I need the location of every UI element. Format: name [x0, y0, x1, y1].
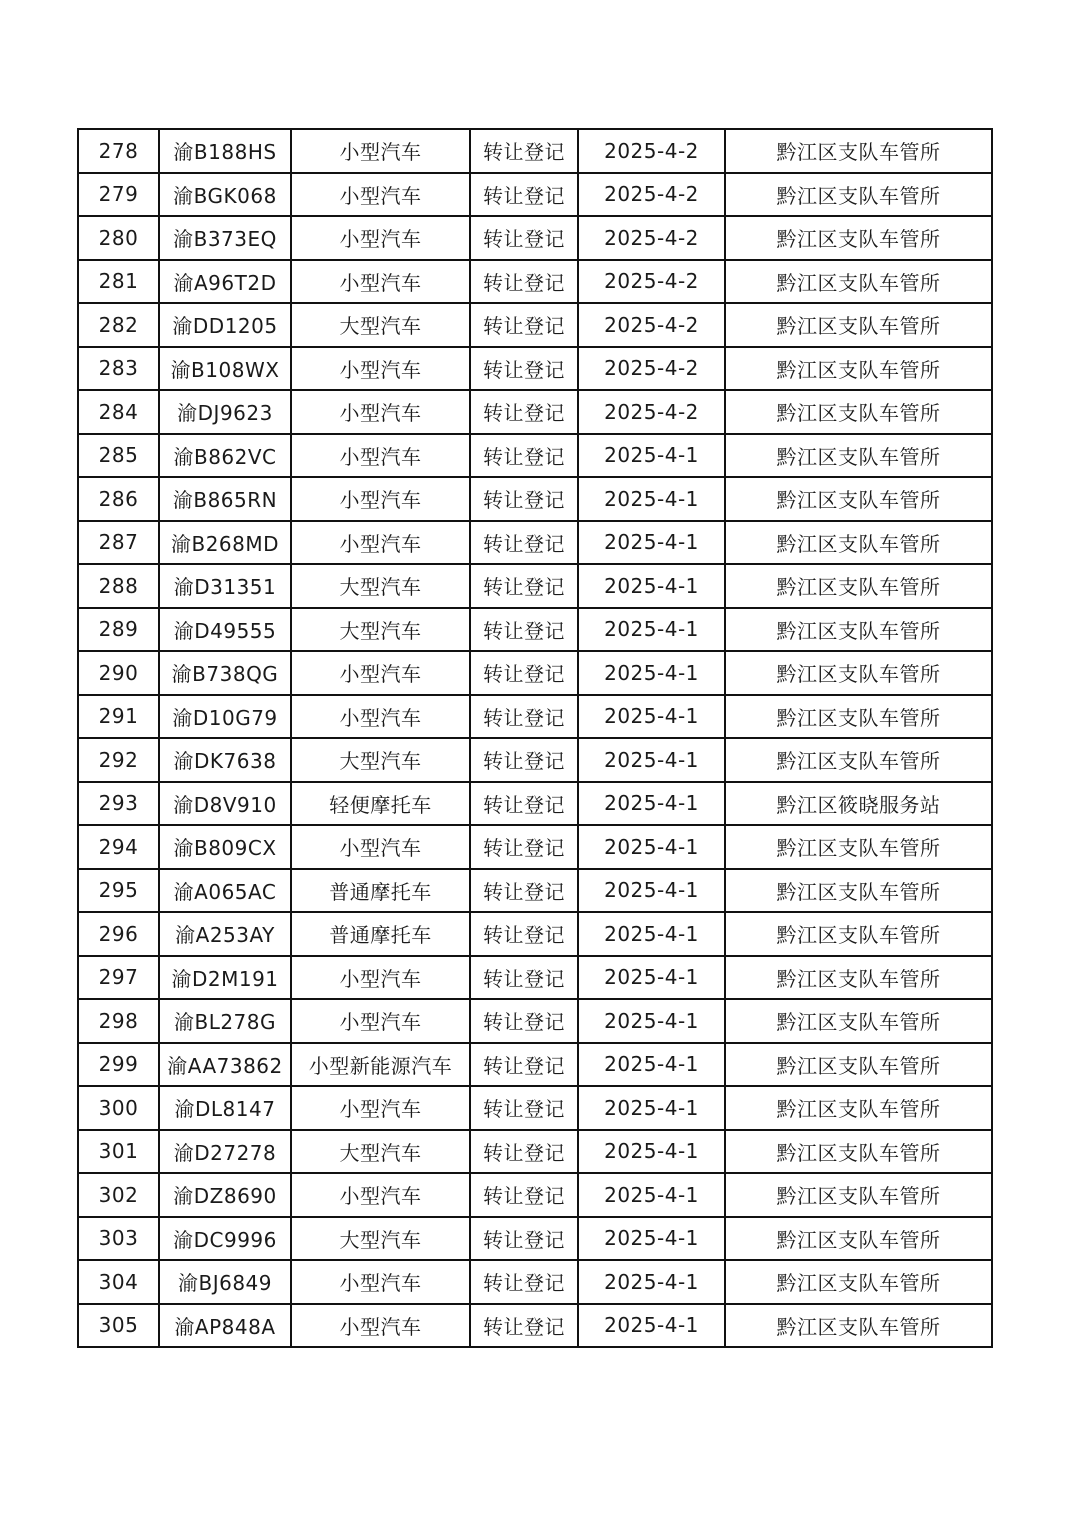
row-number-cell: 286: [78, 477, 159, 521]
row-number-cell: 293: [78, 782, 159, 826]
vehicle-type-cell: 小型新能源汽车: [291, 1043, 470, 1087]
date-cell: 2025-4-1: [578, 1130, 725, 1174]
table-row: [78, 303, 992, 347]
row-number-cell: 299: [78, 1043, 159, 1087]
table-row: [78, 999, 992, 1043]
row-number-cell: 283: [78, 347, 159, 391]
business-type-cell: 转让登记: [470, 390, 578, 434]
vehicle-type-cell: 轻便摩托车: [291, 782, 470, 826]
row-number-cell: 301: [78, 1130, 159, 1174]
table-row: [78, 434, 992, 478]
vehicle-type-cell: 大型汽车: [291, 1217, 470, 1261]
row-number-cell: 304: [78, 1260, 159, 1304]
date-cell: 2025-4-1: [578, 912, 725, 956]
vehicle-type-cell: 小型汽车: [291, 1173, 470, 1217]
table-row: [78, 564, 992, 608]
date-cell: 2025-4-1: [578, 564, 725, 608]
row-number-cell: 280: [78, 216, 159, 260]
date-cell: 2025-4-1: [578, 869, 725, 913]
plate-number-cell: 渝D2M191: [159, 956, 291, 1000]
date-cell: 2025-4-1: [578, 825, 725, 869]
office-cell: 黔江区支队车管所: [725, 651, 992, 695]
plate-number-cell: 渝B108WX: [159, 347, 291, 391]
row-number-cell: 278: [78, 129, 159, 173]
plate-number-cell: 渝B862VC: [159, 434, 291, 478]
business-type-cell: 转让登记: [470, 956, 578, 1000]
vehicle-type-cell: 小型汽车: [291, 1304, 470, 1348]
business-type-cell: 转让登记: [470, 1043, 578, 1087]
vehicle-type-cell: 大型汽车: [291, 608, 470, 652]
date-cell: 2025-4-1: [578, 782, 725, 826]
office-cell: 黔江区支队车管所: [725, 347, 992, 391]
business-type-cell: 转让登记: [470, 477, 578, 521]
office-cell: 黔江区支队车管所: [725, 173, 992, 217]
table-row: [78, 1260, 992, 1304]
office-cell: 黔江区支队车管所: [725, 869, 992, 913]
plate-number-cell: 渝DL8147: [159, 1086, 291, 1130]
row-number-cell: 289: [78, 608, 159, 652]
plate-number-cell: 渝B809CX: [159, 825, 291, 869]
vehicle-type-cell: 小型汽车: [291, 390, 470, 434]
row-number-cell: 302: [78, 1173, 159, 1217]
office-cell: 黔江区支队车管所: [725, 1173, 992, 1217]
vehicle-type-cell: 小型汽车: [291, 477, 470, 521]
plate-number-cell: 渝DD1205: [159, 303, 291, 347]
plate-number-cell: 渝BJ6849: [159, 1260, 291, 1304]
office-cell: 黔江区支队车管所: [725, 477, 992, 521]
office-cell: 黔江区支队车管所: [725, 1260, 992, 1304]
office-cell: 黔江区支队车管所: [725, 1043, 992, 1087]
office-cell: 黔江区支队车管所: [725, 1130, 992, 1174]
business-type-cell: 转让登记: [470, 1260, 578, 1304]
row-number-cell: 279: [78, 173, 159, 217]
row-number-cell: 298: [78, 999, 159, 1043]
plate-number-cell: 渝D10G79: [159, 695, 291, 739]
vehicle-type-cell: 大型汽车: [291, 303, 470, 347]
plate-number-cell: 渝DJ9623: [159, 390, 291, 434]
vehicle-type-cell: 小型汽车: [291, 1086, 470, 1130]
row-number-cell: 300: [78, 1086, 159, 1130]
date-cell: 2025-4-1: [578, 434, 725, 478]
date-cell: 2025-4-1: [578, 1086, 725, 1130]
business-type-cell: 转让登记: [470, 1130, 578, 1174]
table-row: [78, 738, 992, 782]
office-cell: 黔江区支队车管所: [725, 999, 992, 1043]
row-number-cell: 291: [78, 695, 159, 739]
table-row: [78, 912, 992, 956]
row-number-cell: 288: [78, 564, 159, 608]
table-row: [78, 869, 992, 913]
table-row: [78, 1043, 992, 1087]
business-type-cell: 转让登记: [470, 1217, 578, 1261]
business-type-cell: 转让登记: [470, 173, 578, 217]
date-cell: 2025-4-1: [578, 999, 725, 1043]
business-type-cell: 转让登记: [470, 825, 578, 869]
date-cell: 2025-4-1: [578, 1217, 725, 1261]
business-type-cell: 转让登记: [470, 303, 578, 347]
table-row: [78, 347, 992, 391]
date-cell: 2025-4-2: [578, 303, 725, 347]
plate-number-cell: 渝AA73862: [159, 1043, 291, 1087]
plate-number-cell: 渝DK7638: [159, 738, 291, 782]
plate-number-cell: 渝B188HS: [159, 129, 291, 173]
plate-number-cell: 渝A96T2D: [159, 260, 291, 304]
vehicle-type-cell: 小型汽车: [291, 173, 470, 217]
row-number-cell: 305: [78, 1304, 159, 1348]
business-type-cell: 转让登记: [470, 912, 578, 956]
date-cell: 2025-4-1: [578, 1043, 725, 1087]
date-cell: 2025-4-1: [578, 695, 725, 739]
vehicle-type-cell: 小型汽车: [291, 347, 470, 391]
office-cell: 黔江区支队车管所: [725, 825, 992, 869]
office-cell: 黔江区支队车管所: [725, 1304, 992, 1348]
business-type-cell: 转让登记: [470, 1304, 578, 1348]
office-cell: 黔江区支队车管所: [725, 303, 992, 347]
vehicle-type-cell: 小型汽车: [291, 129, 470, 173]
office-cell: 黔江区支队车管所: [725, 564, 992, 608]
row-number-cell: 294: [78, 825, 159, 869]
vehicle-type-cell: 小型汽车: [291, 521, 470, 565]
vehicle-transfer-table: [77, 128, 993, 1348]
plate-number-cell: 渝A065AC: [159, 869, 291, 913]
business-type-cell: 转让登记: [470, 521, 578, 565]
plate-number-cell: 渝BGK068: [159, 173, 291, 217]
date-cell: 2025-4-2: [578, 216, 725, 260]
table-row: [78, 695, 992, 739]
vehicle-type-cell: 普通摩托车: [291, 912, 470, 956]
table-row: [78, 129, 992, 173]
plate-number-cell: 渝B865RN: [159, 477, 291, 521]
vehicle-type-cell: 小型汽车: [291, 825, 470, 869]
plate-number-cell: 渝B373EQ: [159, 216, 291, 260]
row-number-cell: 295: [78, 869, 159, 913]
office-cell: 黔江区筱晓服务站: [725, 782, 992, 826]
office-cell: 黔江区支队车管所: [725, 216, 992, 260]
office-cell: 黔江区支队车管所: [725, 1217, 992, 1261]
vehicle-type-cell: 小型汽车: [291, 651, 470, 695]
plate-number-cell: 渝D31351: [159, 564, 291, 608]
office-cell: 黔江区支队车管所: [725, 912, 992, 956]
date-cell: 2025-4-2: [578, 347, 725, 391]
date-cell: 2025-4-2: [578, 173, 725, 217]
vehicle-type-cell: 小型汽车: [291, 695, 470, 739]
office-cell: 黔江区支队车管所: [725, 434, 992, 478]
plate-number-cell: 渝DC9996: [159, 1217, 291, 1261]
office-cell: 黔江区支队车管所: [725, 695, 992, 739]
table-row: [78, 477, 992, 521]
row-number-cell: 284: [78, 390, 159, 434]
table-row: [78, 521, 992, 565]
office-cell: 黔江区支队车管所: [725, 390, 992, 434]
vehicle-type-cell: 大型汽车: [291, 564, 470, 608]
plate-number-cell: 渝B268MD: [159, 521, 291, 565]
business-type-cell: 转让登记: [470, 999, 578, 1043]
date-cell: 2025-4-2: [578, 129, 725, 173]
table-row: [78, 1086, 992, 1130]
row-number-cell: 287: [78, 521, 159, 565]
business-type-cell: 转让登记: [470, 260, 578, 304]
vehicle-type-cell: 小型汽车: [291, 216, 470, 260]
vehicle-type-cell: 小型汽车: [291, 260, 470, 304]
table-row: [78, 1173, 992, 1217]
vehicle-type-cell: 大型汽车: [291, 1130, 470, 1174]
table-row: [78, 1304, 992, 1348]
vehicle-type-cell: 小型汽车: [291, 1260, 470, 1304]
office-cell: 黔江区支队车管所: [725, 129, 992, 173]
date-cell: 2025-4-1: [578, 521, 725, 565]
business-type-cell: 转让登记: [470, 129, 578, 173]
plate-number-cell: 渝B738QG: [159, 651, 291, 695]
date-cell: 2025-4-1: [578, 1304, 725, 1348]
office-cell: 黔江区支队车管所: [725, 608, 992, 652]
plate-number-cell: 渝AP848A: [159, 1304, 291, 1348]
table-row: [78, 782, 992, 826]
row-number-cell: 281: [78, 260, 159, 304]
row-number-cell: 296: [78, 912, 159, 956]
vehicle-type-cell: 小型汽车: [291, 956, 470, 1000]
plate-number-cell: 渝D49555: [159, 608, 291, 652]
table-row: [78, 216, 992, 260]
business-type-cell: 转让登记: [470, 651, 578, 695]
table-body: [78, 129, 992, 1347]
date-cell: 2025-4-2: [578, 390, 725, 434]
row-number-cell: 292: [78, 738, 159, 782]
date-cell: 2025-4-1: [578, 738, 725, 782]
table-row: [78, 260, 992, 304]
office-cell: 黔江区支队车管所: [725, 521, 992, 565]
table-row: [78, 1217, 992, 1261]
plate-number-cell: 渝D27278: [159, 1130, 291, 1174]
vehicle-type-cell: 小型汽车: [291, 999, 470, 1043]
business-type-cell: 转让登记: [470, 695, 578, 739]
row-number-cell: 290: [78, 651, 159, 695]
plate-number-cell: 渝D8V910: [159, 782, 291, 826]
business-type-cell: 转让登记: [470, 216, 578, 260]
business-type-cell: 转让登记: [470, 1173, 578, 1217]
table-row: [78, 651, 992, 695]
plate-number-cell: 渝DZ8690: [159, 1173, 291, 1217]
business-type-cell: 转让登记: [470, 347, 578, 391]
business-type-cell: 转让登记: [470, 1086, 578, 1130]
office-cell: 黔江区支队车管所: [725, 260, 992, 304]
office-cell: 黔江区支队车管所: [725, 1086, 992, 1130]
date-cell: 2025-4-1: [578, 1260, 725, 1304]
vehicle-type-cell: 普通摩托车: [291, 869, 470, 913]
row-number-cell: 282: [78, 303, 159, 347]
date-cell: 2025-4-1: [578, 1173, 725, 1217]
row-number-cell: 297: [78, 956, 159, 1000]
date-cell: 2025-4-1: [578, 651, 725, 695]
row-number-cell: 285: [78, 434, 159, 478]
date-cell: 2025-4-1: [578, 477, 725, 521]
table-row: [78, 956, 992, 1000]
business-type-cell: 转让登记: [470, 738, 578, 782]
plate-number-cell: 渝A253AY: [159, 912, 291, 956]
table-row: [78, 1130, 992, 1174]
business-type-cell: 转让登记: [470, 608, 578, 652]
table-row: [78, 608, 992, 652]
table-row: [78, 825, 992, 869]
plate-number-cell: 渝BL278G: [159, 999, 291, 1043]
office-cell: 黔江区支队车管所: [725, 738, 992, 782]
table-row: [78, 173, 992, 217]
date-cell: 2025-4-1: [578, 608, 725, 652]
business-type-cell: 转让登记: [470, 434, 578, 478]
vehicle-type-cell: 大型汽车: [291, 738, 470, 782]
table-row: [78, 390, 992, 434]
business-type-cell: 转让登记: [470, 782, 578, 826]
vehicle-type-cell: 小型汽车: [291, 434, 470, 478]
date-cell: 2025-4-1: [578, 956, 725, 1000]
row-number-cell: 303: [78, 1217, 159, 1261]
date-cell: 2025-4-2: [578, 260, 725, 304]
business-type-cell: 转让登记: [470, 564, 578, 608]
business-type-cell: 转让登记: [470, 869, 578, 913]
office-cell: 黔江区支队车管所: [725, 956, 992, 1000]
